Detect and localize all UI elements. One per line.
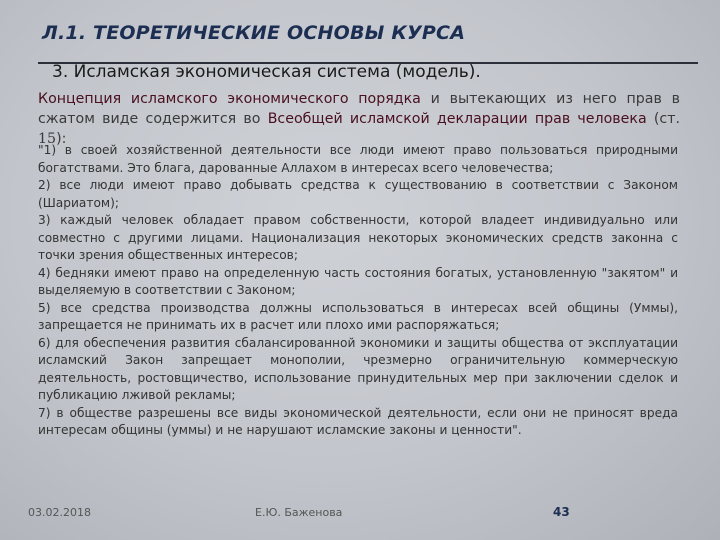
intro-paragraph [38,89,680,149]
slide-subtitle: 3. Исламская экономическая система (модель). [52,62,481,82]
footer-date: 03.02.2018 [28,506,91,519]
list-item: "1) в своей хозяйственной деятельности все люди имеют право пользоваться природными богатствами. Это блага, дарованные Аллахом в интересах всего человечества; [38,143,678,175]
list-item: 5) все средства производства должны использоваться в интересах всей общины (Уммы), запрещается не принимать их в расчет или плохо ими распоряжаться; [38,300,678,332]
slide-title: Л.1. ТЕОРЕТИЧЕСКИЕ ОСНОВЫ КУРСА [42,22,466,44]
intro-suffix: ): [56,131,67,147]
declaration-points [38,142,678,440]
intro-highlight-declaration: Всеобщей исламской декларации прав человека [267,111,647,127]
footer-author: Е.Ю. Баженова [255,506,343,519]
intro-article-number: 15 [38,131,57,147]
intro-text: и вытекающих из него прав в сжатом виде содержится во [38,91,680,127]
page-number: 43 [553,505,570,519]
list-item: 2) все люди имеют право добывать средства к существованию в соответствии с Законом (Шариатом); [38,178,678,210]
list-item: 3) каждый человек обладает правом собственности, которой владеет индивидуально или совместно с другими лицами. Национализация некоторых экономических средств законна с точки зрения общественных интересов; [38,213,678,262]
intro-article-prefix: (ст. [646,111,680,127]
list-item: 4) бедняки имеют право на определенную часть состояния богатых, установленную "закятом" и выделяемую в соответствии с Законом; [38,265,678,297]
list-item: 6) для обеспечения развития сбалансированной экономики и защиты общества от эксплуатации исламский Закон запрещает монополии, чрезмерно ограничительную коммерческую деятельность, ростовщичество, использование принудительных мер при заключении сделок и публикацию лживой рекламы; [38,335,678,402]
intro-highlight-concept: Концепция исламского экономического порядка [38,91,421,107]
list-item: 7) в обществе разрешены все виды экономической деятельности, если они не приносят вреда интересам общины (уммы) и не нарушают исламские законы и ценности". [38,405,678,437]
